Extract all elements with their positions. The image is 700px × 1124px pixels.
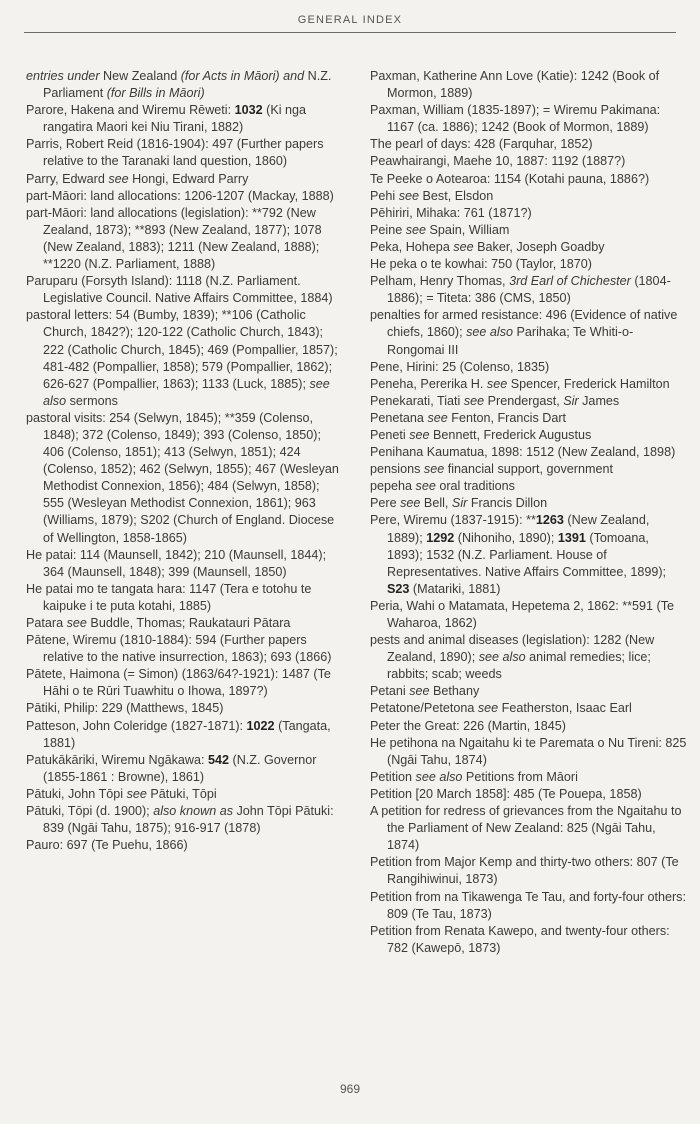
- entry-text: Spain, William: [426, 222, 510, 237]
- entry-text: Penekarati, Tiati: [370, 393, 464, 408]
- entry-text: Paxman, William (1835-1897); = Wiremu Pakimana: 1167 (ca. 1886); 1242 (Book of Mormon, 1889): [370, 103, 661, 135]
- entry-text: Baker, Joseph Goadby: [473, 239, 605, 254]
- entry-text: Pātene, Wiremu (1810-1884): 594 (Further papers relative to the native insurrection, 1863); 693 (1866): [26, 633, 332, 665]
- entry-italic-text: Sir: [563, 393, 579, 408]
- entry-text: (Tangata, 1881): [43, 718, 331, 750]
- entry-text: Pelham, Henry Thomas,: [370, 274, 510, 289]
- index-entry: [370, 239, 688, 256]
- entry-bold-ref: 1263: [535, 513, 564, 528]
- index-entry: [370, 68, 688, 102]
- entry-text: Peneha, Pererika H.: [370, 376, 487, 391]
- index-entry: [370, 854, 688, 888]
- entry-italic-text: see: [477, 701, 499, 716]
- entry-text: Petition from na Tikawenga Te Tau, and forty-four others: 809 (Te Tau, 1873): [370, 889, 686, 921]
- entry-text: Peter the Great: 226 (Martin, 1845): [370, 718, 567, 733]
- entry-text: He peka o te kowhai: 750 (Taylor, 1870): [370, 257, 592, 272]
- index-column-left: [26, 68, 344, 854]
- running-header: GENERAL INDEX: [24, 14, 676, 33]
- entry-text: Patteson, John Coleridge (1827-1871):: [26, 718, 247, 733]
- entry-text: Pene, Hirini: 25 (Colenso, 1835): [370, 359, 550, 374]
- entry-text: Petition: [370, 769, 416, 784]
- entry-bold-ref: 1292: [426, 530, 455, 545]
- entry-text: New Zealand: [99, 69, 181, 83]
- index-entry: [26, 632, 344, 666]
- entry-italic-text: see also: [43, 376, 330, 408]
- index-entry: [370, 359, 688, 376]
- entry-text: Petatone/Petetona: [370, 701, 478, 716]
- entry-text: A petition for redress of grievances from the Ngaitahu to the Parliament of New Zealand: 825 (Ngāi Tahu, 1874): [370, 804, 682, 853]
- entry-text: Parore, Hakena and Wiremu Rēweti:: [26, 103, 235, 118]
- entry-bold-ref: 1022: [246, 718, 275, 733]
- index-entry: [26, 581, 344, 615]
- index-entry: [370, 803, 688, 854]
- entry-italic-text: see also: [466, 325, 514, 340]
- entry-bold-ref: 1032: [234, 103, 263, 118]
- entry-text: Parry, Edward: [26, 171, 109, 186]
- entry-italic-text: see: [486, 376, 508, 391]
- entry-italic-text: see: [400, 496, 421, 511]
- entry-text: pepeha: [370, 479, 416, 494]
- entry-bold-ref: 542: [207, 752, 229, 767]
- entry-text: He patai: 114 (Maunsell, 1842); 210 (Maunsell, 1844); 364 (Maunsell, 1848); 399 (Maunsell, 1850): [26, 547, 327, 579]
- entry-text: pensions: [370, 462, 424, 477]
- entry-italic-text: see also: [415, 769, 463, 784]
- index-entry: [370, 256, 688, 273]
- index-entry: [26, 171, 344, 188]
- index-entry: [370, 889, 688, 923]
- entry-italic-text: see: [453, 239, 474, 254]
- index-entry: [26, 307, 344, 410]
- entry-text: Featherston, Isaac Earl: [498, 701, 632, 716]
- index-entry: [370, 153, 688, 170]
- entry-italic-text: (for Bills in Māori): [106, 86, 205, 101]
- index-entry: [370, 598, 688, 632]
- entry-text: (N.Z. Governor (1855-1861 : Browne), 1861): [43, 752, 317, 784]
- index-entry: [26, 666, 344, 700]
- entry-italic-text: see: [423, 462, 445, 477]
- index-entry: [370, 205, 688, 222]
- index-entry: [26, 136, 344, 170]
- entry-text: Te Peeke o Aotearoa: 1154 (Kotahi pauna, 1886?): [370, 171, 650, 186]
- index-entry: [370, 102, 688, 136]
- index-entry: [370, 188, 688, 205]
- entry-text: Pere, Wiremu (1837-1915): **: [370, 513, 536, 528]
- entry-italic-text: see: [409, 427, 430, 442]
- entry-italic-text: (for Acts in Māori): [180, 69, 280, 83]
- entry-text: Bennett, Frederick Augustus: [429, 427, 592, 442]
- entry-italic-text: see: [427, 410, 448, 425]
- index-entry: [26, 273, 344, 307]
- entry-text: Pātete, Haimona (= Simon) (1863/64?-1921): 1487 (Te Hāhi o te Rūri Tuawhitu o Ihowa, 1897?): [26, 667, 331, 699]
- index-entry: [370, 786, 688, 803]
- entry-italic-text: Sir: [451, 496, 468, 511]
- entry-text: Peine: [370, 222, 406, 237]
- index-entry: [26, 786, 344, 803]
- entry-italic-text: 3rd Earl of Chichester: [509, 274, 631, 289]
- index-entry: [370, 427, 688, 444]
- index-entry: [370, 735, 688, 769]
- entry-text: Pehi: [370, 188, 399, 203]
- index-entry: [370, 393, 688, 410]
- index-entry: [370, 478, 688, 495]
- entry-text: N.Z. Parliament: [43, 69, 332, 101]
- entry-text: Pātuki, Tōpi (d. 1900);: [26, 804, 154, 819]
- entry-text: Petani: [370, 684, 410, 699]
- index-entry: [370, 444, 688, 461]
- entry-italic-text: see also: [478, 650, 526, 665]
- entry-text: Petition from Major Kemp and thirty-two others: 807 (Te Rangihiwinui, 1873): [370, 855, 679, 887]
- index-entry: [26, 547, 344, 581]
- index-entry: [26, 102, 344, 136]
- entry-text: animal remedies; lice; rabbits; scab; weeds: [387, 650, 651, 682]
- page-number: 969: [339, 1082, 361, 1096]
- index-entry: [370, 495, 688, 512]
- entry-text: Pēhiriri, Mihaka: 761 (1871?): [370, 205, 532, 220]
- entry-italic-text: see: [66, 616, 87, 630]
- entry-text: Peawhairangi, Maehe 10, 1887: 1192 (1887?): [370, 154, 626, 169]
- index-entry: [370, 461, 688, 478]
- entry-text: part-Māori: land allocations (legislation): **792 (New Zealand, 1873); **893 (New Zealand, 1877); 1078 (New Zealand, 1883); 1211 (New Zealand, 1888); **1220 (N.Z. Parliament, 1888): [26, 205, 322, 272]
- entry-text: financial support, government: [444, 462, 613, 477]
- entry-text: Patukākāriki, Wiremu Ngākawa:: [26, 752, 208, 767]
- entry-italic-text: see: [398, 188, 420, 203]
- entry-italic-text: see: [405, 222, 427, 237]
- index-entry: [370, 136, 688, 153]
- entry-text: Best, Elsdon: [419, 188, 494, 203]
- entry-text: pastoral letters: 54 (Bumby, 1839); **106 (Catholic Church, 1842?); 120-122 (Catholic Church, 1843); 222 (Catholic Church, 1845); 469 (Pompallier, 1857); 481-482 (Pompallier, 1858); 579 (Pompallier, 1862); 626-627 (Pompallier, 1863); 1133 (Luck, 1885);: [26, 308, 338, 391]
- entry-text: (Ki nga rangatira Maori kei Niu Tirani, 1882): [43, 103, 307, 135]
- entry-text: Prendergast,: [484, 393, 564, 408]
- entry-text: Penetana: [370, 410, 428, 425]
- index-entry: [370, 273, 688, 307]
- index-entry: [26, 700, 344, 717]
- entry-italic-text: see: [126, 786, 147, 801]
- entry-text: Pātuki, Tōpi: [146, 786, 217, 801]
- entry-text: Hongi, Edward Parry: [128, 171, 249, 186]
- index-entry: [26, 615, 344, 632]
- index-entry: [26, 837, 344, 854]
- index-entry: [370, 307, 688, 358]
- index-entry: [370, 222, 688, 239]
- entry-text: Petition from Renata Kawepo, and twenty-four others: 782 (Kawepō, 1873): [370, 923, 670, 955]
- entry-text: (Matariki, 1881): [409, 581, 501, 596]
- index-entry: [370, 512, 688, 597]
- entry-text: Pere: [370, 496, 401, 511]
- entry-text: He patai mo te tangata hara: 1147 (Tera e totohu te kaipuke i te puta kotahi, 1885): [26, 581, 312, 613]
- entry-text: pastoral visits: 254 (Selwyn, 1845); **359 (Colenso, 1848); 372 (Colenso, 1849); 393 (Colenso, 1850); 406 (Colenso, 1851); 413 (Selwyn, 1851); 424 (Colenso, 1852); 462 (Selwyn, 1855); 467 (Wesleyan Methodist Connexion, 1856); 484 (Selwyn, 1858); 555 (Wesleyan Methodist Connexion, 1861); 963 (Williams, 1879); S202 (Church of England. Diocese of Wellington, 1858-1865): [26, 410, 339, 545]
- entry-text: Penihana Kaumatua, 1898: 1512 (New Zealand, 1898): [370, 445, 676, 460]
- index-column-right: [370, 68, 688, 957]
- entry-text: (Nihoniho, 1890);: [454, 530, 558, 545]
- index-entry: [26, 188, 344, 205]
- entry-text: He petihona na Ngaitahu ki te Paremata o Nu Tireni: 825 (Ngāi Tahu, 1874): [370, 735, 687, 767]
- entry-text: John Tōpi Pātuki: 839 (Ngāi Tahu, 1875); 916-917 (1878): [43, 804, 334, 836]
- entry-bold-ref: 1391: [557, 530, 586, 545]
- entry-text: (New Zealand, 1889);: [387, 513, 650, 545]
- entry-text: penalties for armed resistance: 496 (Evidence of native chiefs, 1860);: [370, 308, 678, 340]
- entry-italic-text: and: [283, 69, 305, 83]
- entry-text: sermons: [66, 393, 118, 408]
- entry-text: Peneti: [370, 427, 410, 442]
- index-entry: [26, 68, 344, 102]
- entry-text: Spencer, Frederick Hamilton: [507, 376, 670, 391]
- entry-text: Fenton, Francis Dart: [447, 410, 567, 425]
- index-entry: [370, 700, 688, 717]
- entry-text: Pātuki, John Tōpi: [26, 786, 127, 801]
- entry-text: Patara: [26, 616, 67, 630]
- entry-italic-text: entries under: [26, 69, 100, 83]
- entry-text: oral traditions: [435, 479, 515, 494]
- entry-bold-ref: S23: [387, 581, 410, 596]
- entry-text: Parihaka; Te Whiti-o-Rongomai III: [387, 325, 634, 357]
- index-entry: [26, 410, 344, 547]
- entry-italic-text: also known as: [153, 804, 233, 819]
- entry-text: The pearl of days: 428 (Farquhar, 1852): [370, 137, 593, 152]
- entry-text: (1804-1886); = Titeta: 386 (CMS, 1850): [387, 274, 671, 306]
- index-entry: [370, 376, 688, 393]
- entry-text: Peka, Hohepa: [370, 239, 454, 254]
- entry-text: Paruparu (Forsyth Island): 1118 (N.Z. Parliament. Legislative Council. Native Affairs Committee, 1884): [26, 274, 333, 306]
- entry-text: Buddle, Thomas; Raukatauri Pātara: [86, 616, 291, 630]
- index-entry: [370, 632, 688, 683]
- index-entry: [370, 410, 688, 427]
- index-entry: [26, 803, 344, 837]
- entry-italic-text: see: [409, 684, 430, 699]
- entry-text: Petitions from Māori: [462, 769, 578, 784]
- entry-text: Paxman, Katherine Ann Love (Katie): 1242 (Book of Mormon, 1889): [370, 69, 660, 101]
- index-entry: [370, 769, 688, 786]
- entry-text: Parris, Robert Reid (1816-1904): 497 (Further papers relative to the Taranaki land question, 1860): [26, 137, 324, 169]
- entry-italic-text: see: [108, 171, 129, 186]
- index-entry: [26, 718, 344, 752]
- entry-text: (Tomoana, 1893); 1532 (N.Z. Parliament. House of Representatives. Native Affairs Committee, 1899);: [387, 530, 667, 579]
- entry-text: James: [578, 393, 620, 408]
- entry-italic-text: see: [415, 479, 436, 494]
- index-entry: [370, 718, 688, 735]
- entry-text: Peria, Wahi o Matamata, Hepetema 2, 1862: **591 (Te Waharoa, 1862): [370, 598, 675, 630]
- index-entry: [370, 923, 688, 957]
- entry-text: part-Māori: land allocations: 1206-1207 (Mackay, 1888): [26, 188, 334, 203]
- entry-text: Pauro: 697 (Te Puehu, 1866): [26, 838, 188, 853]
- entry-text: Petition [20 March 1858]: 485 (Te Pouepa, 1858): [370, 786, 642, 801]
- entry-text: Bethany: [429, 684, 480, 699]
- index-entry: [26, 205, 344, 273]
- entry-text: Francis Dillon: [467, 496, 548, 511]
- entry-italic-text: see: [463, 393, 485, 408]
- index-entry: [370, 171, 688, 188]
- entry-text: Bell,: [420, 496, 452, 511]
- entry-text: pests and animal diseases (legislation): 1282 (New Zealand, 1890);: [370, 633, 655, 665]
- index-entry: [26, 752, 344, 786]
- entry-text: Pātiki, Philip: 229 (Matthews, 1845): [26, 701, 224, 716]
- index-entry: [370, 683, 688, 700]
